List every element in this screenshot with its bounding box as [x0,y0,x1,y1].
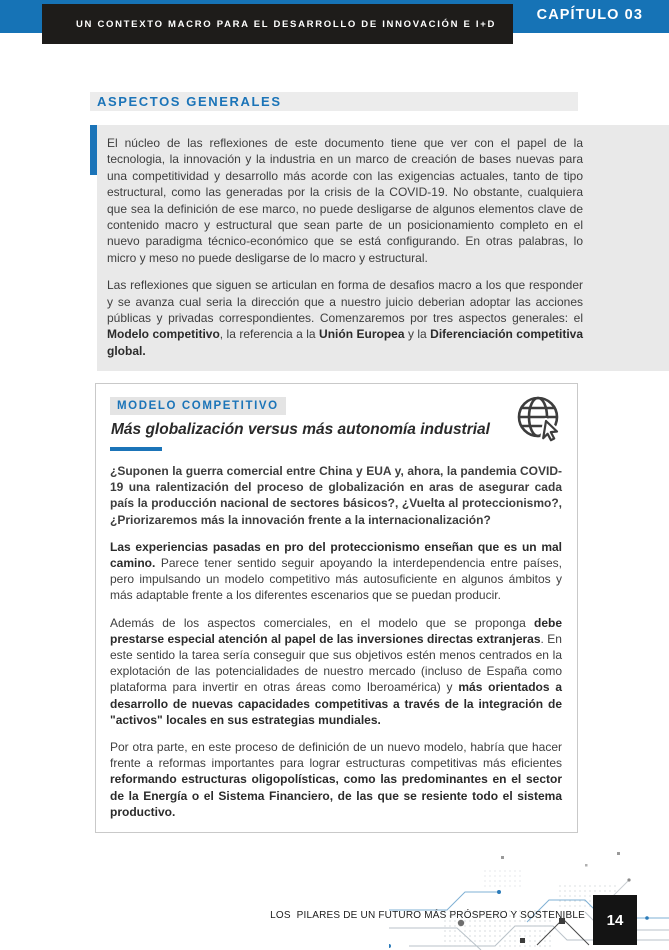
text-segment: Diferenciación competitiva global. [107,327,583,358]
accent-bar [90,125,97,175]
text-segment: Modelo competitivo [107,327,220,342]
intro-paragraph-1: El núcleo de las reflexiones de este documento tiene que ver con el papel de la tecnologia, la innovación y la industria en un marco de creación de bases nuevas para una competitividad y desarrollo más acorde con las exigencias actuales, tanto de tipo estructural, como las generadas por la crisis de la COVID-19. No obstante, cualquiera que sea la definición de ese marco, no puede desligarse de algunos elementos clave de contenido macro y estructural que sean parte de un posicionamiento completo en el nuevo paradigma técnico-económico que se está configurando. En otras palabras, lo micro y meso no puede desligarse de lo macro y estructural. [107,136,583,265]
chapter-title-bar [42,4,513,44]
globe-cursor-icon [515,394,565,444]
text-segment: Además de los aspectos comerciales, en el modelo que se proponga [110,615,534,630]
page-number: 14 [593,895,637,945]
text-segment: reformando estructuras oligopolísticas, como las predominantes en el sector de la Energía o el Sistema Financiero, de las que se resiente todo el sistema productivo. [110,772,562,819]
text-segment: Parece tener sentido seguir apoyando la interdependencia entre países, pero impulsando un modelo competitivo más autosuficiente en algunos ámbitos y más adaptable frente a los diferentes escenarios que se puedan producir. [110,556,562,603]
card-tag: MODELO COMPETITIVO [110,397,286,415]
chapter-badge: CAPÍTULO 03 [536,7,643,23]
text-segment: Las reflexiones que siguen se articulan en forma de desafios macro a los que responder y se avanza cual seria la dirección que a nuestro juicio deberian adoptar las acciones públicas y privadas correspondientes. Comenzaremos por tres aspectos generales: el [107,278,583,326]
modelo-competitivo-card [95,383,578,833]
chapter-title: UN CONTEXTO MACRO PARA EL DESARROLLO DE INNOVACIÓN E I+D [76,18,497,30]
intro-block [97,125,669,371]
text-segment: y la [404,327,431,342]
text-segment: . En este sentido la tarea sería conseguir que sus objetivos estén menos centrados en la explotación de las potencialidades de nuestro mercado (incluso de España como plataforma para invertir en otras áreas como Iberoamérica) y [110,631,562,695]
card-paragraph-2 [110,539,562,604]
section-label: ASPECTOS GENERALES [97,94,282,109]
footer-title: LOS PILARES DE UN FUTURO MÁS PRÓSPERO Y SOSTENIBLE [270,910,585,921]
text-segment: Las experiencias pasadas en pro del proteccionismo enseñan que es un mal camino. [110,539,562,571]
text-segment: más orientados a desarrollo de nuevas capacidades competitivas a través de la integración de "activos" locales en sus estrategias mundiales. [110,680,562,727]
text-segment: , la referencia a la [219,327,320,342]
text-segment: Por otra parte, en este proceso de definición de un nuevo modelo, habría que hacer frente a reformas importantes para lograr estructuras competitivas más eficientes [110,740,562,771]
text-segment: Unión Europea [319,327,405,342]
section-header [90,92,578,111]
subtitle-underline [110,447,162,451]
card-paragraph-1: ¿Suponen la guerra comercial entre China y EUA y, ahora, la pandemia COVID-19 una ralentización del proceso de globalización en aras de asegurar cada país la producción nacional de sectores básicos?, ¿Vuelta al proteccionismo?, ¿Priorizaremos más la innovación frente a la internacionalización? [110,464,562,527]
text-segment: debe prestarse especial atención al papel de las inversiones directas extranjeras [110,615,562,646]
card-subtitle: Más globalización versus más autonomía industrial [111,421,490,438]
card-paragraph-3 [110,615,562,728]
intro-paragraph-2 [107,277,583,359]
card-paragraph-4 [110,739,562,820]
